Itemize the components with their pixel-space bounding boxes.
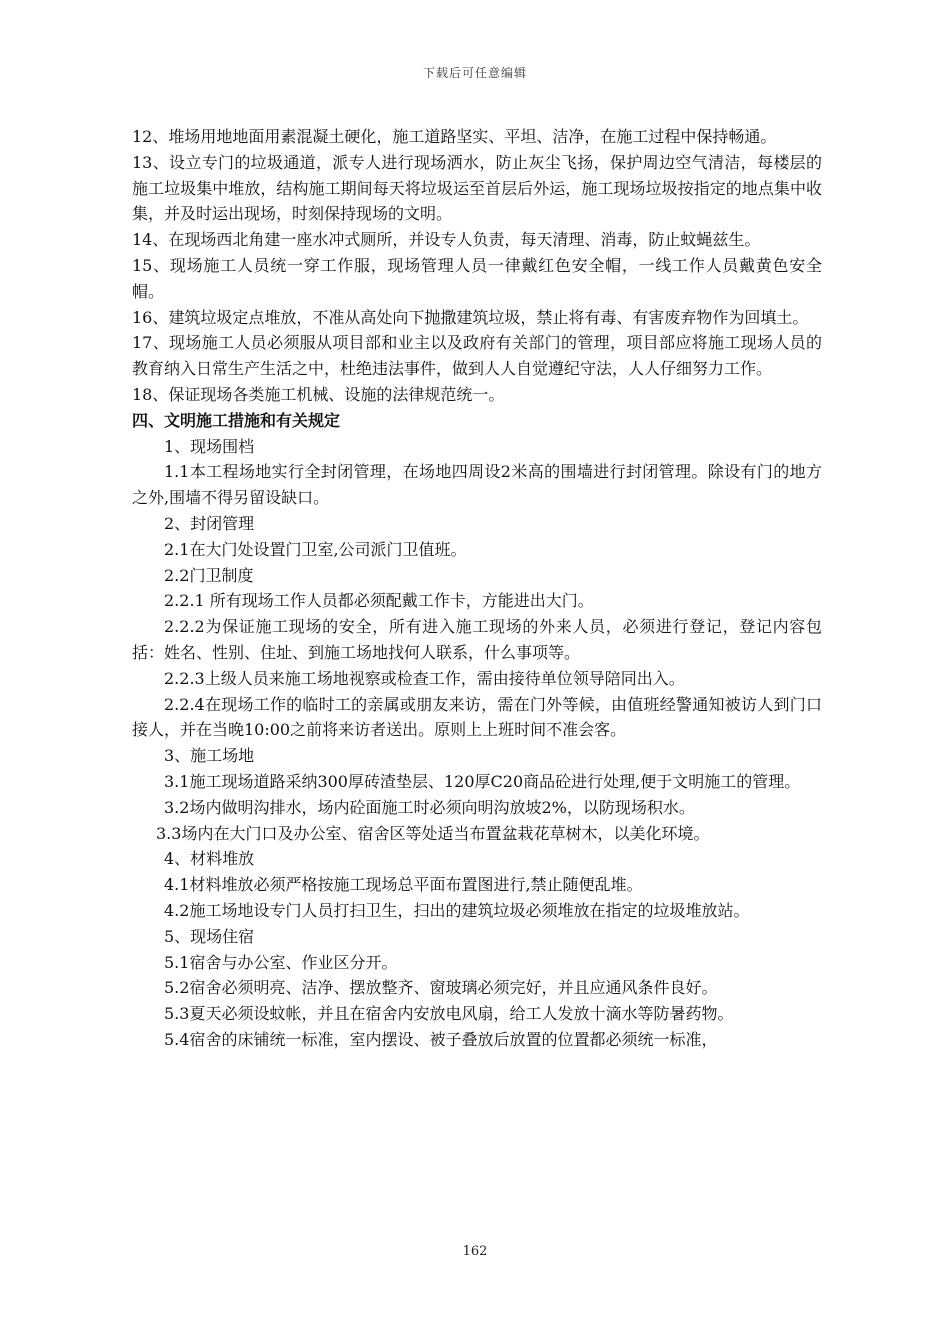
- paragraph: 14、在现场西北角建一座水冲式厕所，并设专人负责，每天清理、消毒，防止蚊蝇兹生。: [132, 230, 761, 250]
- section-heading: 四、文明施工措施和有关规定: [132, 410, 341, 430]
- subsection-title: 3、施工场地: [164, 746, 255, 766]
- paragraph: 3.1施工现场道路采纳300厚砖渣垫层、120厚C20商品砼进行处理,便于文明施工的管理。: [164, 771, 801, 791]
- subsection-title: 5、现场住宿: [164, 926, 255, 946]
- paragraph: 2.2.4在现场工作的临时工的亲属或朋友来访，需在门外等候，由值班经警通知被访人到门口接人，并在当晚10:00之前将来访者送出。原则上上班时间不准会客。: [132, 694, 822, 740]
- paragraph: 2.2.3上级人员来施工场地视察或检查工作，需由接待单位领导陪同出入。: [164, 668, 685, 688]
- subsection-title: 1、现场围档: [164, 436, 255, 456]
- paragraph: 2.2.1 所有现场工作人员都必须配戴工作卡，方能进出大门。: [164, 591, 594, 611]
- paragraph: 1.1本工程场地实行全封闭管理，在场地四周设2米高的围墙进行封闭管理。除设有门的地方之外,围墙不得另留设缺口。: [132, 462, 822, 508]
- paragraph: 4.2施工场地设专门人员打扫卫生，扫出的建筑垃圾必须堆放在指定的垃圾堆放站。: [164, 900, 750, 920]
- paragraph: 12、堆场用地地面用素混凝土硬化，施工道路坚实、平坦、洁净，在施工过程中保持畅通。: [132, 127, 777, 146]
- document-body: [132, 124, 822, 1053]
- paragraph: 5.4宿舍的床铺统一标准，室内摆设、被子叠放后放置的位置都必须统一标准，: [164, 1029, 718, 1049]
- paragraph: 18、保证现场各类施工机械、设施的法律规范统一。: [132, 384, 505, 404]
- paragraph: 3.2场内做明沟排水，场内砼面施工时必须向明沟放坡2%，以防现场积水。: [164, 797, 695, 817]
- subsection-title: 2、封闭管理: [164, 513, 255, 533]
- paragraph: 2.2门卫制度: [164, 565, 254, 585]
- paragraph: 2.2.2为保证施工现场的安全，所有进入施工现场的外来人员，必须进行登记，登记内容包括：姓名、性别、住址、到施工场地找何人联系，什么事项等。: [132, 617, 822, 662]
- paragraph: 13、设立专门的垃圾通道，派专人进行现场洒水，防止灰尘飞扬，保护周边空气清洁，每楼层的施工垃圾集中堆放，结构施工期间每天将垃圾运至首层后外运，施工现场垃圾按指定的地点集中收集，并及时运出现场，时刻保持现场的文明。: [132, 152, 822, 224]
- paragraph: 5.3夏天必须设蚊帐，并且在宿舍内安放电风扇，给工人发放十滴水等防暑药物。: [164, 1004, 734, 1024]
- paragraph: 4.1材料堆放必须严格按施工现场总平面布置图进行,禁止随便乱堆。: [164, 875, 643, 895]
- paragraph: 15、现场施工人员统一穿工作服，现场管理人员一律戴红色安全帽，一线工作人员戴黄色安全帽。: [132, 255, 822, 301]
- page-header: 下载后可任意编辑: [422, 66, 527, 80]
- paragraph: 5.1宿舍与办公室、作业区分开。: [164, 952, 398, 972]
- subsection-title: 4、材料堆放: [164, 849, 255, 869]
- paragraph: 16、建筑垃圾定点堆放，不准从高处向下抛撒建筑垃圾，禁止将有毒、有害废弃物作为回填土。: [132, 307, 809, 327]
- page-number: 162: [462, 1244, 488, 1259]
- paragraph: 2.1在大门处设置门卫室,公司派门卫值班。: [164, 539, 467, 559]
- paragraph: 17、现场施工人员必须服从项目部和业主以及政府有关部门的管理，项目部应将施工现场人员的教育纳入日常生产生活之中，杜绝违法事件，做到人人自觉遵纪守法，人人仔细努力工作。: [132, 333, 822, 379]
- paragraph: 3.3场内在大门口及办公室、宿舍区等处适当布置盆栽花草树木，以美化环境。: [156, 823, 710, 843]
- paragraph: 5.2宿舍必须明亮、洁净、摆放整齐、窗玻璃必须完好，并且应通风条件良好。: [164, 978, 718, 998]
